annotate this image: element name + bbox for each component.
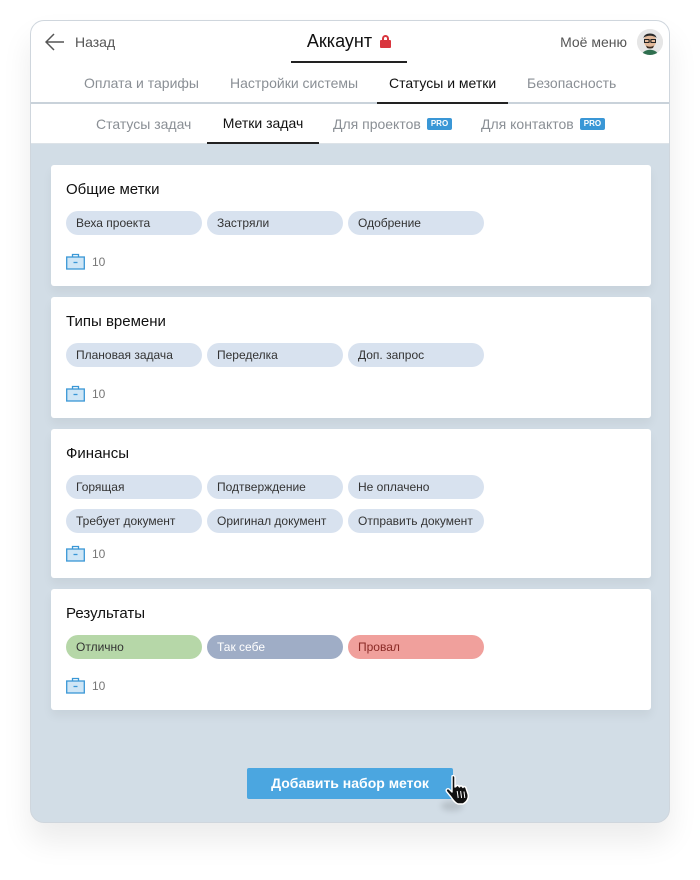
tab-statuses-labels[interactable]: Статусы и метки — [377, 63, 508, 104]
app-window — [30, 20, 670, 823]
label-chip[interactable]: Веха проекта — [66, 211, 202, 235]
label-chip-bad[interactable]: Провал — [348, 635, 484, 659]
usage-count-value: 10 — [92, 546, 106, 561]
my-menu-link[interactable]: Моё меню — [560, 34, 627, 50]
tab-security[interactable]: Безопасность — [527, 75, 617, 91]
usage-count-value: 10 — [92, 254, 106, 269]
main-tabs — [31, 63, 670, 104]
briefcase-icon — [66, 677, 85, 694]
label-chip-neutral[interactable]: Так себе — [207, 635, 343, 659]
group-title: Финансы — [66, 445, 129, 462]
subtab-label: Для проектов — [333, 116, 421, 132]
usage-count-value: 10 — [92, 386, 106, 401]
briefcase-icon — [66, 253, 85, 270]
subtab-for-contacts[interactable] — [481, 104, 605, 144]
subtab-task-labels[interactable] — [207, 104, 319, 144]
group-title: Общие метки — [66, 181, 160, 198]
label-group-card — [51, 589, 651, 710]
subtab-task-statuses[interactable] — [96, 104, 191, 144]
subtab-for-projects[interactable] — [333, 104, 452, 144]
usage-count-value: 10 — [92, 678, 106, 693]
group-title: Типы времени — [66, 313, 166, 330]
briefcase-icon — [66, 385, 85, 402]
label-chip[interactable]: Одобрение — [348, 211, 484, 235]
add-label-set-button[interactable]: Добавить набор меток — [247, 768, 453, 799]
label-chip[interactable]: Подтверждение — [207, 475, 343, 499]
user-avatar-icon — [637, 29, 663, 55]
hand-pointer-icon — [443, 773, 475, 807]
pro-badge: PRO — [580, 118, 605, 130]
label-group-card — [51, 297, 651, 418]
usage-count — [66, 677, 105, 694]
label-group-card — [51, 165, 651, 286]
label-chip[interactable]: Плановая задача — [66, 343, 202, 367]
usage-count — [66, 385, 105, 402]
label-group-card — [51, 429, 651, 578]
label-chip[interactable]: Переделка — [207, 343, 343, 367]
label-chip[interactable]: Доп. запрос — [348, 343, 484, 367]
avatar[interactable] — [637, 29, 663, 55]
tab-system-settings[interactable]: Настройки системы — [230, 75, 359, 91]
usage-count — [66, 545, 105, 562]
label-chip[interactable]: Горящая — [66, 475, 202, 499]
subtab-label: Метки задач — [222, 115, 304, 131]
top-bar — [31, 21, 670, 63]
label-chip[interactable]: Отправить документ — [348, 509, 484, 533]
subtab-label: Статусы задач — [96, 116, 192, 132]
pro-badge: PRO — [427, 118, 452, 130]
arrow-left-icon — [45, 33, 65, 51]
lock-icon — [380, 35, 391, 48]
tab-billing[interactable]: Оплата и тарифы — [84, 75, 199, 91]
page-title-text: Аккаунт — [306, 30, 373, 51]
briefcase-icon — [66, 545, 85, 562]
label-chip[interactable]: Оригинал документ — [207, 509, 343, 533]
sub-tabs — [31, 104, 670, 144]
label-chip-good[interactable]: Отлично — [66, 635, 202, 659]
label-chip[interactable]: Требует документ — [66, 509, 202, 533]
label-chip[interactable]: Не оплачено — [348, 475, 484, 499]
usage-count — [66, 253, 105, 270]
label-chip[interactable]: Застряли — [207, 211, 343, 235]
back-button[interactable] — [45, 31, 115, 53]
subtab-label: Для контактов — [481, 116, 574, 132]
back-label: Назад — [75, 34, 116, 50]
group-title: Результаты — [66, 605, 145, 622]
page-title — [291, 21, 407, 63]
